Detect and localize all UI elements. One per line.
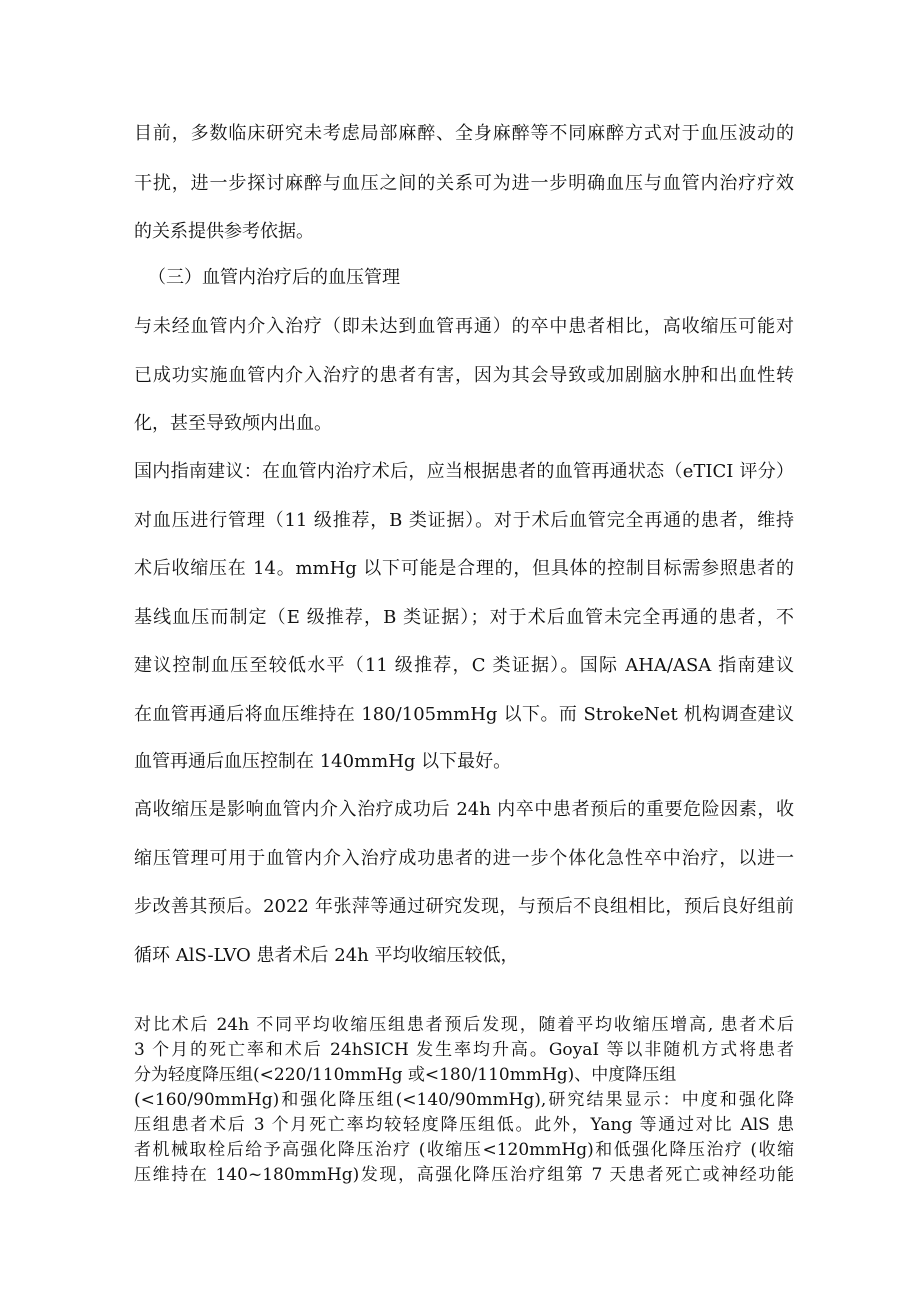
paragraph-2-line-1: 与未经血管内介入治疗（即未达到血管再通）的卒中患者相比，高收缩压可能对	[134, 316, 794, 337]
paragraph-3-line-3: 术后收缩压在 14。mmHg 以下可能是合理的，但具体的控制目标需参照患者的	[134, 558, 794, 579]
paragraph-5-line-6: 者机械取栓后给予高强化降压治疗 (收缩压<120mmHg)和低强化降压治疗 (收缩	[134, 1140, 794, 1160]
paragraph-2-line-2: 已成功实施血管内介入治疗的患者有害，因为其会导致或加剧脑水肿和出血性转	[134, 365, 794, 386]
paragraph-1-line-1: 目前，多数临床研究未考虑局部麻醉、全身麻醉等不同麻醉方式对于血压波动的	[134, 123, 794, 144]
paragraph-4-line-3: 步改善其预后。2022 年张萍等通过研究发现，与预后不良组相比，预后良好组前	[134, 896, 794, 917]
paragraph-3-line-6: 在血管再通后将血压维持在 180/105mmHg 以下。而 StrokeNet 机构调查建议	[134, 704, 794, 725]
paragraph-4-line-4: 循环 AlS-LVO 患者术后 24h 平均收缩压较低，	[134, 945, 519, 966]
paragraph-5-line-2: 3 个月的死亡率和术后 24hSICH 发生率均升高。GoyaI 等以非随机方式将患者	[134, 1040, 794, 1060]
paragraph-3-line-1: 国内指南建议：在血管内治疗术后，应当根据患者的血管再通状态（eTICI 评分）	[134, 461, 794, 482]
paragraph-3-line-7: 血管再通后血压控制在 140mmHg 以下最好。	[134, 751, 512, 772]
paragraph-5-line-1: 对比术后 24h 不同平均收缩压组患者预后发现，随着平均收缩压增高, 患者术后	[134, 1015, 794, 1035]
paragraph-3-line-5: 建议控制血压至较低水平（11 级推荐，C 类证据）。国际 AHA/ASA 指南建议	[134, 655, 794, 676]
paragraph-5-line-5: 压组患者术后 3 个月死亡率均较轻度降压组低。此外，Yang 等通过对比 AlS 患	[134, 1115, 794, 1135]
paragraph-1-line-3: 的关系提供参考依据。	[134, 221, 314, 242]
paragraph-2-line-3: 化，甚至导致颅内出血。	[134, 413, 332, 434]
paragraph-5-line-7: 压维持在 140~180mmHg)发现，高强化降压治疗组第 7 天患者死亡或神经功能	[134, 1165, 794, 1185]
paragraph-5-line-3: 分为轻度降压组(<220/110mmHg 或<180/110mmHg)、中度降压组	[134, 1065, 677, 1085]
paragraph-4-line-2: 缩压管理可用于血管内介入治疗成功患者的进一步个体化急性卒中治疗，以进一	[134, 848, 794, 869]
section-heading: （三）血管内治疗后的血压管理	[148, 267, 400, 288]
paragraph-1-line-2: 干扰，进一步探讨麻醉与血压之间的关系可为进一步明确血压与血管内治疗疗效	[134, 173, 794, 194]
paragraph-4-line-1: 高收缩压是影响血管内介入治疗成功后 24h 内卒中患者预后的重要危险因素，收	[134, 799, 794, 820]
paragraph-3-line-4: 基线血压而制定（E 级推荐，B 类证据）；对于术后血管未完全再通的患者，不	[134, 607, 794, 628]
paragraph-3-line-2: 对血压进行管理（11 级推荐，B 类证据）。对于术后血管完全再通的患者，维持	[134, 510, 794, 531]
paragraph-5-line-4: (<160/90mmHg)和强化降压组(<140/90mmHg),研究结果显示：中度和强化降	[134, 1090, 794, 1110]
